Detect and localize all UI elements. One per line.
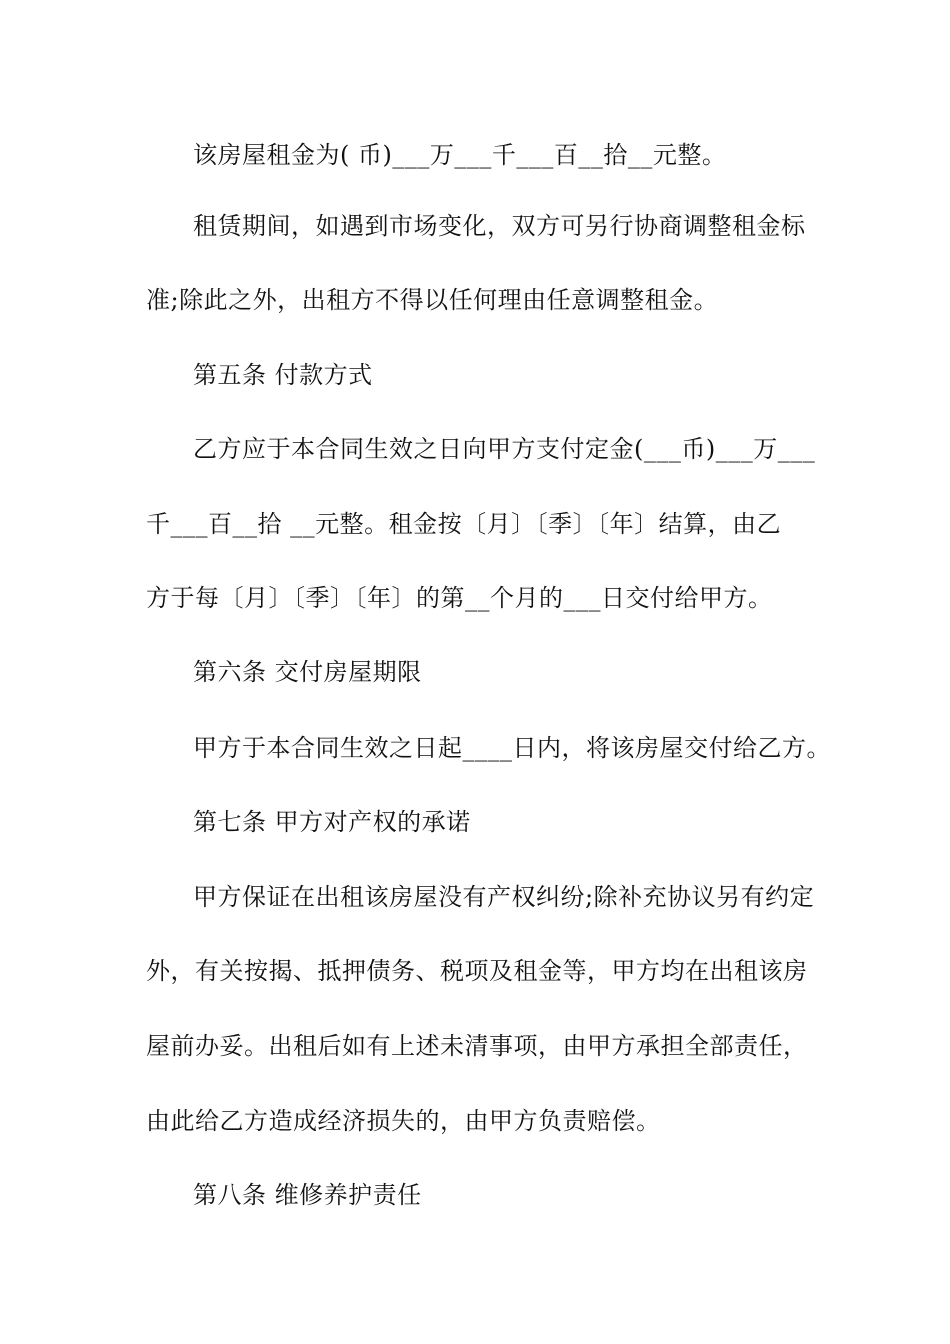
paragraph-line: 千___百__拾 __元整。租金按〔月〕〔季〕〔年〕结算，由乙	[146, 510, 782, 538]
paragraph-line: 甲方保证在出租该房屋没有产权纠纷;除补充协议另有约定	[193, 883, 815, 911]
paragraph-line: 方于每〔月〕〔季〕〔年〕的第__个月的___日交付给甲方。	[146, 584, 773, 612]
paragraph-line: 外，有关按揭、抵押债务、税项及租金等，甲方均在出租该房	[146, 957, 808, 985]
paragraph-line: 准;除此之外，出租方不得以任何理由任意调整租金。	[146, 286, 719, 314]
rent-amount-line: 该房屋租金为( 币)___万___千___百__拾__元整。	[193, 141, 727, 169]
paragraph-line: 屋前办妥。出租后如有上述未清事项，由甲方承担全部责任，	[146, 1032, 808, 1060]
section-heading: 第八条 维修养护责任	[193, 1181, 422, 1209]
section-heading: 第七条 甲方对产权的承诺	[193, 808, 471, 836]
paragraph-line: 甲方于本合同生效之日起____日内，将该房屋交付给乙方。	[193, 734, 831, 762]
section-heading: 第六条 交付房屋期限	[193, 658, 422, 686]
section-heading: 第五条 付款方式	[193, 361, 373, 389]
paragraph-line: 由此给乙方造成经济损失的，由甲方负责赔偿。	[146, 1107, 661, 1135]
paragraph-line: 租赁期间，如遇到市场变化，双方可另行协商调整租金标	[193, 212, 806, 240]
paragraph-line: 乙方应于本合同生效之日向甲方支付定金(___币)___万___	[193, 435, 816, 463]
